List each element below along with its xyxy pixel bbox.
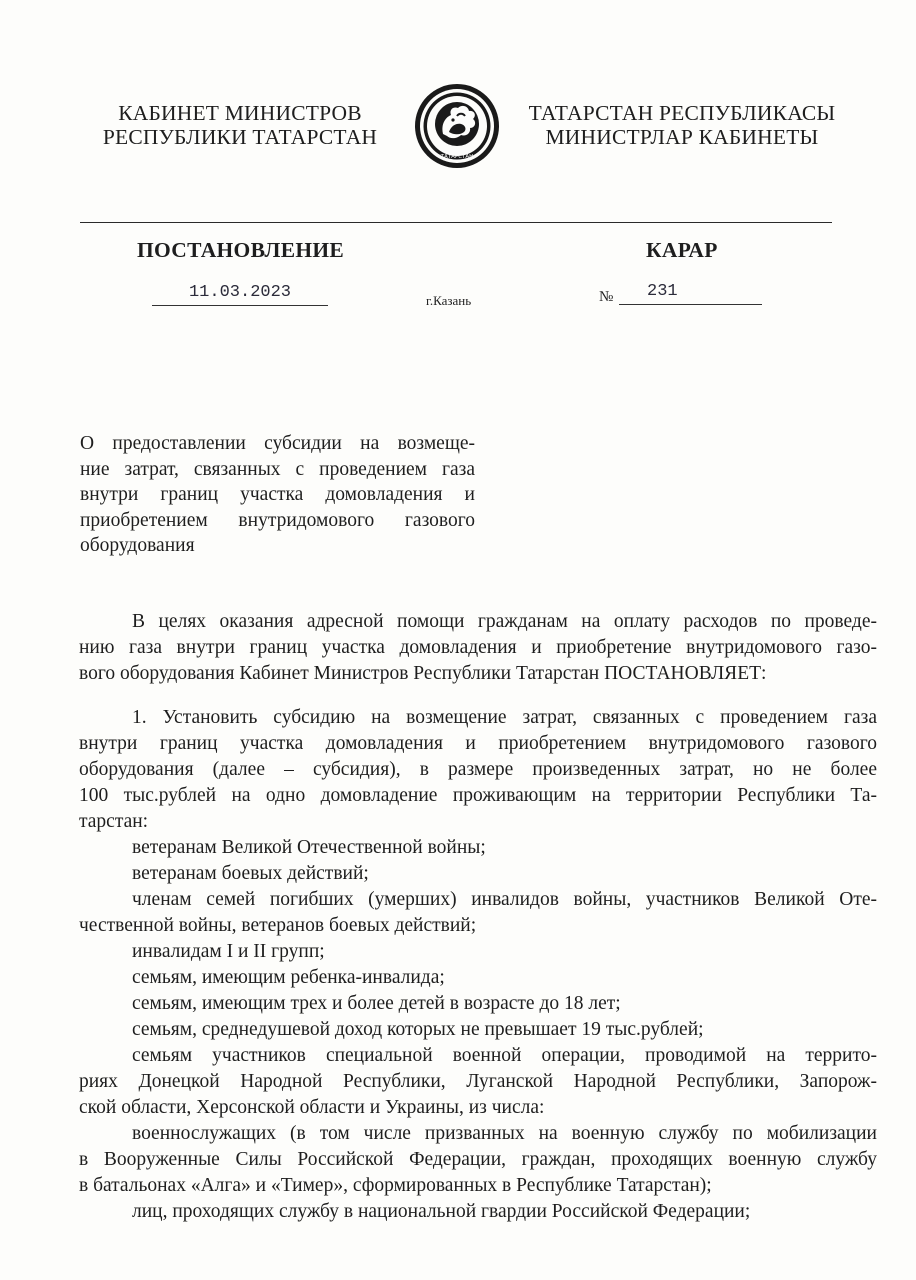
header-right-line1: ТАТАРСТАН РЕСПУБЛИКАСЫ: [528, 101, 836, 125]
paragraph-gap: [79, 687, 877, 705]
clause1-line: 1. Установить субсидию на возмещение затрат, связанных с проведением газа: [132, 707, 877, 728]
document-body: [79, 609, 877, 1225]
title-postanovlenie: ПОСТАНОВЛЕНИЕ: [137, 238, 345, 262]
header-right-line2: МИНИСТРЛАР КАБИНЕТЫ: [545, 125, 819, 149]
preamble-line: вого оборудования Кабинет Министров Республики Татарстан ПОСТАНОВЛЯЕТ:: [79, 663, 767, 684]
list-item: риях Донецкой Народной Республики, Луганской Народной Республики, Запорож-: [79, 1071, 877, 1092]
list-item: семьям, среднедушевой доход которых не превышает 19 тыс.рублей;: [132, 1019, 704, 1040]
header-left: [90, 101, 390, 149]
subject-line: ние затрат, связанных с проведением газа: [80, 458, 475, 480]
list-item: ветеранам боевых действий;: [132, 863, 369, 884]
list-item: инвалидам I и II групп;: [132, 941, 325, 962]
subject-line: О предоставлении субсидии на возмеще-: [80, 433, 475, 454]
document-city: г.Казань: [426, 293, 472, 308]
subject-line: приобретением внутридомового газового: [80, 509, 475, 531]
subject-line: внутри границ участка домовладения и: [80, 484, 475, 506]
clause1-line: 100 тыс.рублей на одно домовладение проживающим на территории Республики Та-: [79, 785, 877, 806]
list-item: в Вооруженные Силы Российской Федерации, граждан, проходящих военную службу: [79, 1149, 877, 1170]
clause1-line: оборудования (далее – субсидия), в размере произведенных затрат, но не более: [79, 759, 877, 780]
list-item: семьям, имеющим трех и более детей в возрасте до 18 лет;: [132, 993, 621, 1014]
list-item: членам семей погибших (умерших) инвалидов войны, участников Великой Оте-: [132, 889, 877, 910]
list-item: военнослужащих (в том числе призванных на военную службу по мобилизации: [132, 1123, 877, 1144]
list-item: семьям, имеющим ребенка-инвалида;: [132, 967, 445, 988]
document-date: 11.03.2023: [152, 282, 328, 306]
list-item: лиц, проходящих службу в национальной гвардии Российской Федерации;: [132, 1201, 751, 1222]
list-item: семьям участников специальной военной операции, проводимой на террито-: [132, 1045, 877, 1066]
list-item: в батальонах «Алга» и «Тимер», сформированных в Республике Татарстан);: [79, 1175, 712, 1196]
list-item: ветеранам Великой Отечественной войны;: [132, 837, 486, 858]
tatarstan-emblem-icon: [413, 82, 501, 170]
header-right: [517, 101, 847, 149]
emblem-label: ТАТАРСТАН: [440, 154, 474, 160]
clause1-line: тарстан:: [79, 811, 149, 832]
preamble-line: В целях оказания адресной помощи гражданам на оплату расходов по проведе-: [132, 611, 877, 632]
number-sign: №: [599, 289, 614, 305]
header-divider: [80, 222, 832, 223]
header-left-line2: РЕСПУБЛИКИ ТАТАРСТАН: [102, 125, 378, 149]
title-karar: КАРАР: [646, 238, 718, 262]
list-item: ской области, Херсонской области и Украины, из числа:: [79, 1097, 545, 1118]
clause1-line: внутри границ участка домовладения и приобретением внутридомового газового: [79, 733, 877, 754]
document-subject: [80, 431, 475, 559]
beneficiary-list: [79, 835, 877, 1225]
subject-line: оборудования: [80, 535, 195, 557]
header-left-line1: КАБИНЕТ МИНИСТРОВ: [118, 101, 362, 125]
preamble-line: нию газа внутри границ участка домовладения и приобретение внутридомового газо-: [79, 637, 877, 658]
document-number: 231: [619, 281, 762, 305]
list-item: чественной войны, ветеранов боевых действий;: [79, 915, 477, 936]
